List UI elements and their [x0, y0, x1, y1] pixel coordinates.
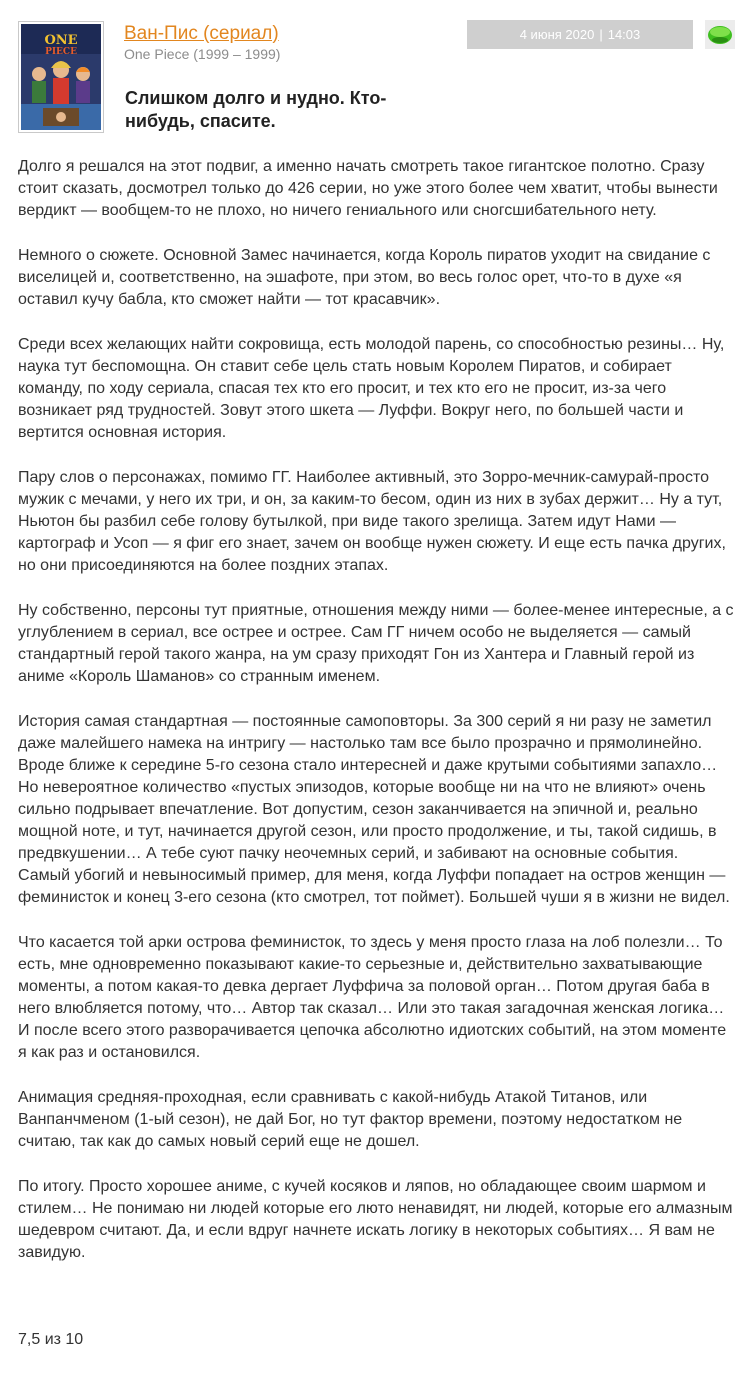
original-title: One Piece (1999 – 1999): [124, 46, 281, 62]
review-date-day: 4 июня 2020: [519, 27, 595, 42]
review-paragraph: Немного о сюжете. Основной Замес начинается, когда Король пиратов уходит на свидание с виселицей и, соответственно, на эшафоте, при этом, во весь голос орет, что-то в духе «я оставил кучу бабла, кто сможет найти — тот красавчик».: [18, 247, 711, 308]
review-body: [18, 156, 734, 1287]
svg-text:ONE: ONE: [44, 33, 78, 48]
date-separator: |: [599, 27, 603, 42]
svg-text:PIECE: PIECE: [45, 47, 77, 57]
review-date: [467, 20, 693, 49]
poster-image[interactable]: [18, 21, 104, 133]
review-paragraph: История самая стандартная — постоянные самоповторы. За 300 серий я ни разу не заметил даже малейшего намека на интригу — настолько там все было прозрачно и прямолинейно. Вроде ближе к середине 5-го сезона стало интересней и даже крутыми событиями запахло… Но невероятное количество «пустых эпизодов, которые вообще ни на что не влияют» очень сильно подрывает впечатление. Вот допустим, сезон заканчивается на эпичной и, реально мощной ноте, и тут, начинается другой сезон, или просто продолжение, и ты, такой сидишь, в предвкушении… А тебе суют пачку неочемных серий, и забивают на основные события. Самый убогий и невыносимый пример, для меня, когда Луффи попадает на остров женщин — феминисток и конец 3-его сезона (кто смотрел, тот поймет). Большей чуши я в жизни не видел.: [18, 713, 730, 906]
review-paragraph: Что касается той арки острова феминисток, то здесь у меня просто глаза на лоб полезли… То есть, мне одновременно показывают какие-то серьезные и, действительно захватывающие моменты, а потом какая-то девка дергает Луффича за половой орган… Потом другая баба в него влюбляется потому, что… Автор так сказал… Или это такая загадочная женская логика… И после всего этого разворачивается цепочка абсолютно идиотских событий, на этом моменте я как раз и остановился.: [18, 934, 727, 1061]
anime-poster-icon: [21, 24, 101, 130]
review-paragraph: По итогу. Просто хорошее аниме, с кучей косяков и ляпов, но обладающее своим шармом и стилем… Не понимаю ни людей которые его люто ненавидят, ни людей, которые его алмазным шедевром считают. Да, и если вдруг начнете искать логику в некоторых событиях… Я вам не завидую.: [18, 1178, 733, 1261]
review-paragraph: Долго я решался на этот подвиг, а именно начать смотреть такое гигантское полотно. Сразу стоит сказать, досмотрел только до 426 серии, но уже этого более чем хватит, чтобы вынести вердикт — вообщем-то не плохо, но ничего гениального или сногсшибательного нету.: [18, 158, 718, 219]
review-paragraph: Ну собственно, персоны тут приятные, отношения между ними — более-менее интересные, а с углублением в сериал, все острее и острее. Сам ГГ ничем особо не выделяется — самый стандартный герой такого жанра, на ум сразу приходят Гон из Хантера и Главный герой из аниме «Король Шаманов» со странным именем.: [18, 602, 734, 685]
review-date-time: 14:03: [607, 27, 641, 42]
review-headline: Слишком долго и нудно. Кто-нибудь, спасите.: [125, 88, 387, 131]
positive-rating-icon: [705, 20, 735, 49]
anime-title-link[interactable]: Ван-Пис (сериал): [124, 23, 279, 44]
review-paragraph: Анимация средняя-проходная, если сравнивать с какой-нибудь Атакой Титанов, или Ванпанчменом (1-ый сезон), не дай Бог, но тут фактор времени, поэтому недостатком не считаю, так как до самых новый серий еще не дошел.: [18, 1089, 683, 1150]
review-score: 7,5 из 10: [18, 1331, 84, 1348]
review-paragraph: Среди всех желающих найти сокровища, есть молодой парень, со способностью резины… Ну, наука тут беспомощна. Он ставит себе цель стать новым Королем Пиратов, и собирает команду, по ходу сериала, спасая тех кто его просит, и тех кто его не просит, из-за чего возникает ряд трудностей. Зовут этого шкета — Луффи. Вокруг него, по большей части и вертится основная история.: [18, 336, 725, 441]
review-paragraph: Пару слов о персонажах, помимо ГГ. Наиболее активный, это Зорро-мечник-самурай-просто мужик с мечами, у него их три, и он, за каким-то бесом, один из них в зубах держит… Ну а тут, Ньютон бы разбил себе голову бутылкой, при виде такого зрелища. Затем идут Нами — картограф и Усоп — я фиг его знает, зачем он вообще нужен сюжету. И еще есть пачка других, но они присоединяются на более поздних этапах.: [18, 469, 726, 574]
